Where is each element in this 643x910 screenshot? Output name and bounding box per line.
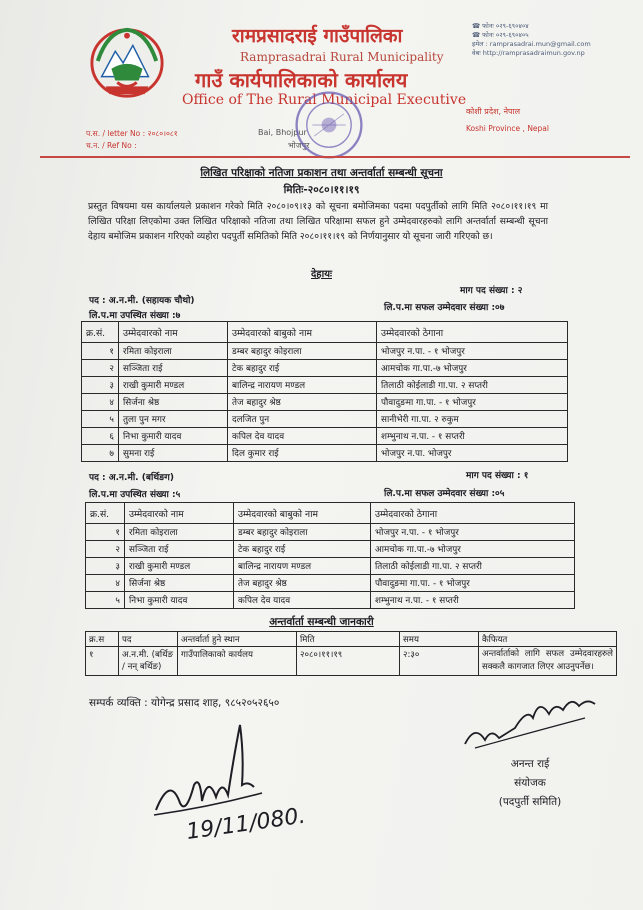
signature-date: 19/11/080. — [184, 803, 308, 845]
table-header-row — [86, 503, 575, 524]
table-row: १ अ.न.मी. (बर्थिङ / नन् बर्थिङ) गाउँपालिकाको कार्यलय २०८०।११।१९ २:३० अन्तर्वार्ताको लागि सफल उम्मेदवारहरुले सक्कलै कागजात लिएर आउनुपर्नेछ। — [86, 647, 617, 676]
notice-body: प्रस्तुत विषयमा यस कार्यालयले प्रकाशन गरेको मिति २०८०।०९।१३ को सूचना बमोजिमका पदमा पदपुर्तीको लागि मिति २०८०।११।१९ मा लिखित परिक्षा लिएकोमा उक्त लिखित परिक्षाको नतिजा तथा लिखित परिक्षामा सफल हुने उम्मेदवारहरुको लागि अन्तर्वार्ता सम्बन्धी सूचना देहाय बमोजिम प्रकाशन गरिएको व्यहोरा पदपुर्ती समितिको मिति २०८०।११।१९ को निर्णयानुसार यो सूचना जारी गरिएको छ। — [88, 201, 548, 242]
table-row: ३ राखी कुमारी मण्डल बालिन्द्र नारायण मण्डल तिलाठी कोईलाडी गा.पा. २ सप्तरी — [86, 558, 575, 575]
table-header-row: क्र.स पद अन्तर्वार्ता हुने स्थान मिति समय कैफियत — [86, 632, 617, 647]
table-row: ६ निभा कुमारी यादव कपिल देव यादव शम्भुनाथ न.पा. - १ सप्तरी — [82, 428, 568, 445]
contact-phone-2: ☎ फोनः ०२९-६९०४०५ — [472, 31, 529, 39]
table-header-row — [82, 322, 568, 343]
signatory-committee: (पदपुर्ती समिति) — [498, 796, 562, 808]
place-line-2: भोजपुर — [288, 141, 310, 150]
province-en: Koshi Province , Nepal — [466, 124, 549, 133]
table-row: ४ सिर्जना श्रेष्ठ तेज बहादुर श्रेष्ठ पौवादुङमा गा.पा. - १ भोजपुर — [86, 575, 575, 592]
office-stamp-icon — [292, 88, 366, 162]
signatory-role: संयोजक — [514, 777, 546, 789]
table-row: २ सञ्जिता राई टेक बहादुर राई आमचोक गा.पा.-७ भोजपुर — [86, 541, 575, 558]
s1-present: लि.प.मा उपस्थित संख्या :७ — [89, 311, 181, 321]
right-signature-icon — [455, 688, 605, 758]
contact-email: इमेल : ramprasadrai.mun@gmail.com — [472, 40, 591, 48]
s1-post: पद : अ.न.मी. (सहायक चौथो) — [89, 296, 195, 306]
municipality-name-ne: रामप्रसादराई गाउँपालिका — [232, 25, 403, 47]
letter-ref-block — [86, 128, 178, 152]
left-signature-icon — [150, 715, 310, 845]
notice-date: मितिः-२०८०।११।१९ — [283, 184, 360, 196]
interview-table — [85, 631, 617, 676]
dehay-label: देहायः — [310, 269, 333, 280]
contact-web: वेबः http://ramprasadraimun.gov.np — [472, 49, 585, 57]
col-address: उम्मेदवारको ठेगाना — [371, 503, 575, 524]
col-father: उम्मेदवारको बाबुको नाम — [234, 503, 371, 524]
place-line-1: Bai, Bhojpur — [258, 128, 307, 137]
interview-heading: अन्तर्वार्ता सम्बन्धी जानकारी — [269, 616, 374, 628]
section1-table — [81, 321, 568, 462]
col-sn: क्र.सं. — [82, 322, 119, 343]
s1-demand: माग पद संख्या : २ — [460, 286, 523, 296]
office-name-ne: गाउँ कार्यपालिकाको कार्यालय — [195, 68, 408, 92]
s1-passed: लि.प.मा सफल उम्मेदवार संख्या :०७ — [384, 303, 505, 313]
signatory-block — [470, 755, 590, 812]
table-row: १ रमिता कोइराला डम्बर बहादुर कोइराला भोजपुर न.पा. - १ भोजपुर — [82, 343, 568, 360]
col-address: उम्मेदवारको ठेगाना — [377, 322, 568, 343]
contact-person: सम्पर्क व्यक्ति : योगेन्द्र प्रसाद शाह, ९८५२०५२६५० — [89, 697, 280, 709]
s2-demand: माग पद संख्या : १ — [466, 471, 529, 481]
s2-post: पद : अ.न.मी. (बर्थिङग) — [89, 473, 174, 483]
header-divider — [40, 156, 630, 158]
letter-no: प.स. / letter No : २०८०।०८१ — [86, 129, 178, 138]
table-row: २ सञ्जिता राई टेक बहादुर राई आमचोक गा.पा.-७ भोजपुर — [82, 360, 568, 377]
province-ne: कोशी प्रदेश, नेपाल — [466, 107, 521, 116]
col-name: उम्मेदवारको नाम — [125, 503, 234, 524]
table-row: ५ तुला पुन मगर दलजित पुन सानीभेरी गा.पा. २ रुकुम — [82, 411, 568, 428]
signatory-name: अनन्त राई — [510, 758, 550, 770]
s2-passed: लि.प.मा सफल उम्मेदवार संख्या :०५ — [384, 489, 505, 499]
municipality-name-en: Ramprasadrai Rural Municipality — [240, 50, 444, 64]
office-name-en: Office of The Rural Municipal Executive — [182, 92, 467, 108]
notice-subject: लिखित परिक्षाको नतिजा प्रकाशन तथा अन्तर्वार्ता सम्बन्धी सूचना — [200, 167, 443, 179]
table-row: ५ निभा कुमारी यादव कपिल देव यादव शम्भुनाथ न.पा. - १ सप्तरी — [86, 592, 575, 609]
table-row: १ रमिता कोइराला डम्बर बहादुर कोइराला भोजपुर न.पा. - १ भोजपुर — [86, 524, 575, 541]
table-row: ४ सिर्जना श्रेष्ठ तेज बहादुर श्रेष्ठ पौवादुङमा गा.पा. - १ भोजपुर — [82, 394, 568, 411]
col-name: उम्मेदवारको नाम — [119, 322, 228, 343]
section2-table — [85, 502, 575, 609]
contact-phone-1: ☎ फोनः ०२९-६९०४०४ — [472, 22, 529, 30]
nepal-emblem-icon — [88, 22, 166, 100]
col-sn: क्र.सं. — [86, 503, 125, 524]
col-father: उम्मेदवारको बाबुको नाम — [228, 322, 377, 343]
contact-block — [472, 22, 632, 58]
table-row: ३ राखी कुमारी मण्डल बालिन्द्र नारायण मण्डल तिलाठी कोईलाडी गा.पा. २ सप्तरी — [82, 377, 568, 394]
table-row: ७ सुमना राई दिल कुमार राई भोजपुर न.पा. भोजपुर — [82, 445, 568, 462]
ref-no: च.न. / Ref No : — [86, 141, 137, 150]
s2-present: लि.प.मा उपस्थित संख्या :५ — [89, 490, 181, 500]
